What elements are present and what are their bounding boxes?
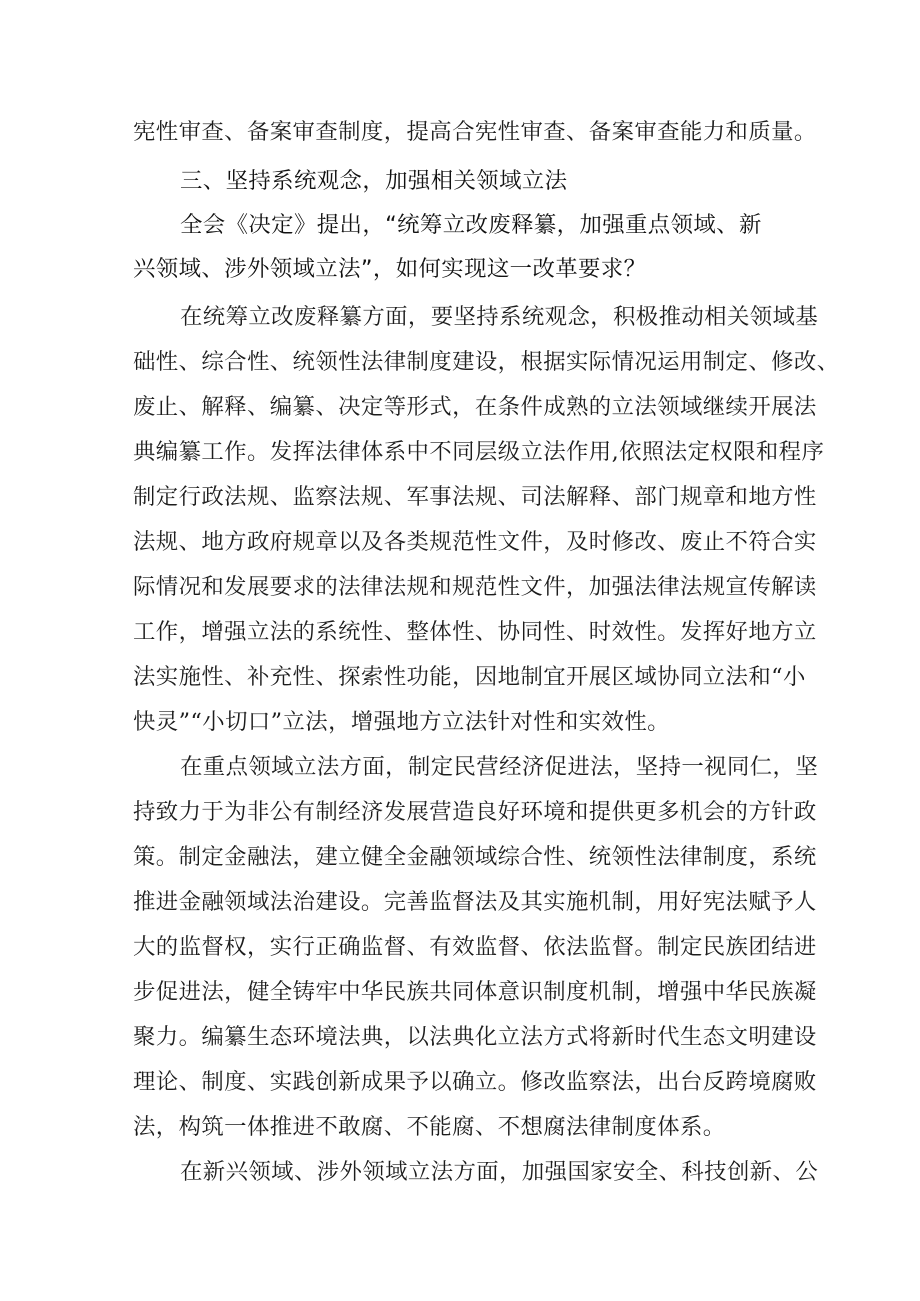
question-line: 兴领域、涉外领域立法”，如何实现这一改革要求？: [133, 256, 647, 282]
paragraph-line: 持致力于为非公有制经济发展营造良好环境和提供更多机会的方针政: [133, 799, 817, 825]
paragraph-line: 快灵”“小切口”立法，增强地方立法针对性和实效性。: [133, 709, 670, 735]
paragraph-line: 废止、解释、编纂、决定等形式，在条件成熟的立法领域继续开展法: [133, 394, 817, 420]
paragraph-line: 在新兴领域、涉外领域立法方面，加强国家安全、科技创新、公: [180, 1159, 819, 1185]
paragraph-line: 大的监督权，实行正确监督、有效监督、依法监督。制定民族团结进: [133, 934, 817, 960]
paragraph-line: 在统筹立改废释纂方面，要坚持系统观念，积极推动相关领域基: [180, 304, 819, 330]
paragraph-line: 制定行政法规、监察法规、军事法规、司法解释、部门规章和地方性: [133, 484, 817, 510]
paragraph-line: 步促进法，健全铸牢中华民族共同体意识制度机制，增强中华民族凝: [133, 979, 817, 1005]
paragraph-line: 在重点领域立法方面，制定民营经济促进法，坚持一视同仁，坚: [180, 754, 819, 780]
paragraph-line: 础性、综合性、统领性法律制度建设，根据实际情况运用制定、修改、: [133, 349, 840, 375]
intro-tail-line: 宪性审查、备案审查制度，提高合宪性审查、备案审查能力和质量。: [133, 119, 817, 145]
paragraph-line: 理论、制度、实践创新成果予以确立。修改监察法，出台反跨境腐败: [133, 1069, 817, 1095]
paragraph-line: 典编纂工作。发挥法律体系中不同层级立法作用,依照法定权限和程序: [133, 439, 825, 465]
paragraph-line: 际情况和发展要求的法律法规和规范性文件，加强法律法规宣传解读: [133, 574, 817, 600]
paragraph-line: 法，构筑一体推进不敢腐、不能腐、不想腐法律制度体系。: [133, 1114, 726, 1140]
paragraph-line: 策。制定金融法，建立健全金融领域综合性、统领性法律制度，系统: [133, 844, 817, 870]
section-heading: 三、坚持系统观念，加强相关领域立法: [180, 168, 568, 194]
paragraph-line: 工作，增强立法的系统性、整体性、协同性、时效性。发挥好地方立: [133, 619, 817, 645]
paragraph-line: 法实施性、补充性、探索性功能，因地制宜开展区域协同立法和“小: [133, 664, 806, 690]
paragraph-line: 聚力。编纂生态环境法典，以法典化立法方式将新时代生态文明建设: [133, 1024, 817, 1050]
paragraph-line: 法规、地方政府规章以及各类规范性文件，及时修改、废止不符合实: [133, 529, 817, 555]
paragraph-line: 推进金融领域法治建设。完善监督法及其实施机制，用好宪法赋予人: [133, 889, 817, 915]
question-line: 全会《决定》提出，“统筹立改废释纂，加强重点领域、新: [180, 212, 762, 238]
